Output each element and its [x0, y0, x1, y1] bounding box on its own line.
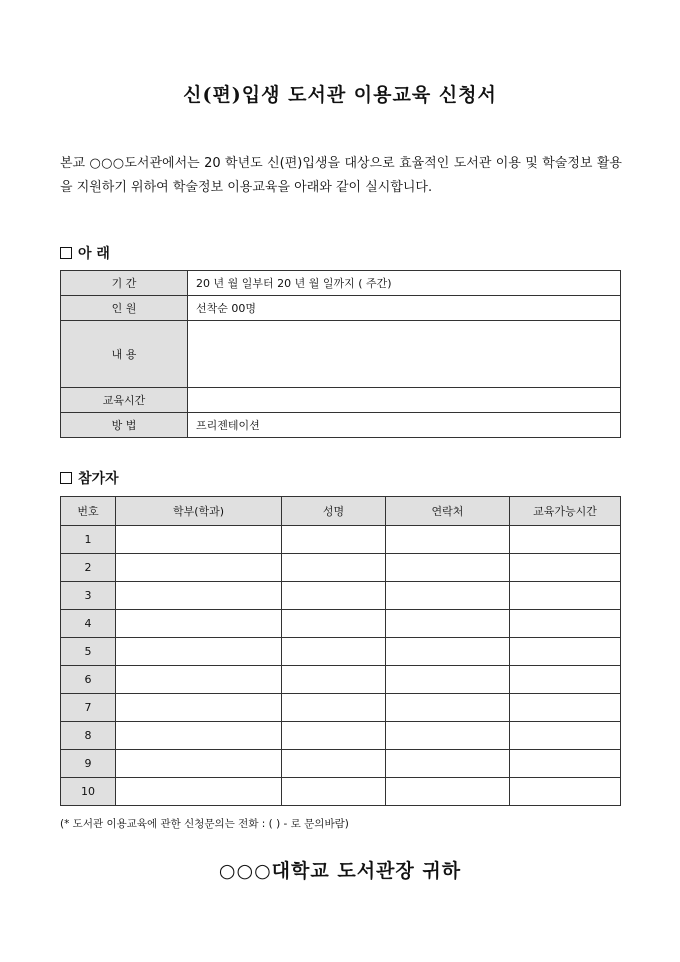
- cell-name[interactable]: [282, 694, 386, 722]
- cell-contact[interactable]: [386, 610, 510, 638]
- participants-table: [60, 496, 621, 806]
- cell-available-time[interactable]: [510, 694, 621, 722]
- cell-contact[interactable]: [386, 526, 510, 554]
- cell-name[interactable]: [282, 722, 386, 750]
- column-header: 성명: [282, 497, 386, 526]
- row-number: 8: [61, 722, 116, 750]
- info-value: 선착순 00명: [188, 296, 621, 321]
- cell-contact[interactable]: [386, 694, 510, 722]
- closing-addressee: ○○○대학교 도서관장 귀하: [218, 860, 462, 882]
- cell-available-time[interactable]: [510, 610, 621, 638]
- participants-header-row: [61, 497, 621, 526]
- info-label: 인 원: [61, 296, 188, 321]
- info-row: [61, 296, 621, 321]
- cell-name[interactable]: [282, 582, 386, 610]
- cell-department[interactable]: [116, 638, 282, 666]
- cell-available-time[interactable]: [510, 722, 621, 750]
- table-row: [61, 750, 621, 778]
- row-number: 7: [61, 694, 116, 722]
- table-row: [61, 778, 621, 806]
- column-header: 연락처: [386, 497, 510, 526]
- inquiry-footnote: (* 도서관 이용교육에 관한 신청문의는 전화 : ( ) - 로 문의바람): [60, 818, 349, 830]
- column-header: 번호: [61, 497, 116, 526]
- info-value: 프리젠테이션: [188, 413, 621, 438]
- cell-name[interactable]: [282, 638, 386, 666]
- cell-contact[interactable]: [386, 778, 510, 806]
- intro-paragraph: 본교 ○○○도서관에서는 20 학년도 신(편)입생을 대상으로 효율적인 도서관 이용 및 학술정보 활용을 지원하기 위하여 학술정보 이용교육을 아래와 같이 실시합니다.: [60, 156, 622, 195]
- cell-contact[interactable]: [386, 582, 510, 610]
- checkbox-square-icon: [60, 472, 72, 484]
- cell-department[interactable]: [116, 526, 282, 554]
- cell-available-time[interactable]: [510, 582, 621, 610]
- cell-available-time[interactable]: [510, 554, 621, 582]
- cell-available-time[interactable]: [510, 778, 621, 806]
- cell-department[interactable]: [116, 666, 282, 694]
- table-row: [61, 554, 621, 582]
- info-value: [188, 321, 621, 388]
- table-row: [61, 694, 621, 722]
- row-number: 4: [61, 610, 116, 638]
- row-number: 6: [61, 666, 116, 694]
- info-label: 방 법: [61, 413, 188, 438]
- cell-name[interactable]: [282, 778, 386, 806]
- info-row: [61, 271, 621, 296]
- row-number: 1: [61, 526, 116, 554]
- info-table: [60, 270, 621, 438]
- cell-contact[interactable]: [386, 722, 510, 750]
- info-value: 20 년 월 일부터 20 년 월 일까지 ( 주간): [188, 271, 621, 296]
- column-header: 교육가능시간: [510, 497, 621, 526]
- cell-contact[interactable]: [386, 750, 510, 778]
- section-heading-participants: [60, 468, 119, 488]
- cell-name[interactable]: [282, 750, 386, 778]
- cell-name[interactable]: [282, 666, 386, 694]
- info-row: [61, 413, 621, 438]
- cell-department[interactable]: [116, 722, 282, 750]
- cell-available-time[interactable]: [510, 666, 621, 694]
- cell-department[interactable]: [116, 582, 282, 610]
- cell-department[interactable]: [116, 694, 282, 722]
- cell-contact[interactable]: [386, 666, 510, 694]
- section-heading-info: [60, 243, 110, 263]
- row-number: 2: [61, 554, 116, 582]
- row-number: 9: [61, 750, 116, 778]
- document-title: 신(편)입생 도서관 이용교육 신청서: [183, 84, 497, 106]
- cell-name[interactable]: [282, 610, 386, 638]
- section-participants-label: 참가자: [78, 471, 119, 487]
- info-label: 교육시간: [61, 388, 188, 413]
- cell-name[interactable]: [282, 526, 386, 554]
- cell-department[interactable]: [116, 778, 282, 806]
- table-row: [61, 610, 621, 638]
- info-row: [61, 321, 621, 388]
- table-row: [61, 722, 621, 750]
- table-row: [61, 582, 621, 610]
- cell-department[interactable]: [116, 750, 282, 778]
- cell-department[interactable]: [116, 610, 282, 638]
- cell-contact[interactable]: [386, 638, 510, 666]
- cell-department[interactable]: [116, 554, 282, 582]
- info-label: 내 용: [61, 321, 188, 388]
- cell-name[interactable]: [282, 554, 386, 582]
- table-row: [61, 638, 621, 666]
- info-label: 기 간: [61, 271, 188, 296]
- row-number: 3: [61, 582, 116, 610]
- cell-available-time[interactable]: [510, 750, 621, 778]
- column-header: 학부(학과): [116, 497, 282, 526]
- cell-available-time[interactable]: [510, 638, 621, 666]
- table-row: [61, 666, 621, 694]
- info-value: [188, 388, 621, 413]
- row-number: 5: [61, 638, 116, 666]
- table-row: [61, 526, 621, 554]
- row-number: 10: [61, 778, 116, 806]
- checkbox-square-icon: [60, 247, 72, 259]
- cell-contact[interactable]: [386, 554, 510, 582]
- section-info-label: 아 래: [78, 246, 110, 262]
- info-row: [61, 388, 621, 413]
- cell-available-time[interactable]: [510, 526, 621, 554]
